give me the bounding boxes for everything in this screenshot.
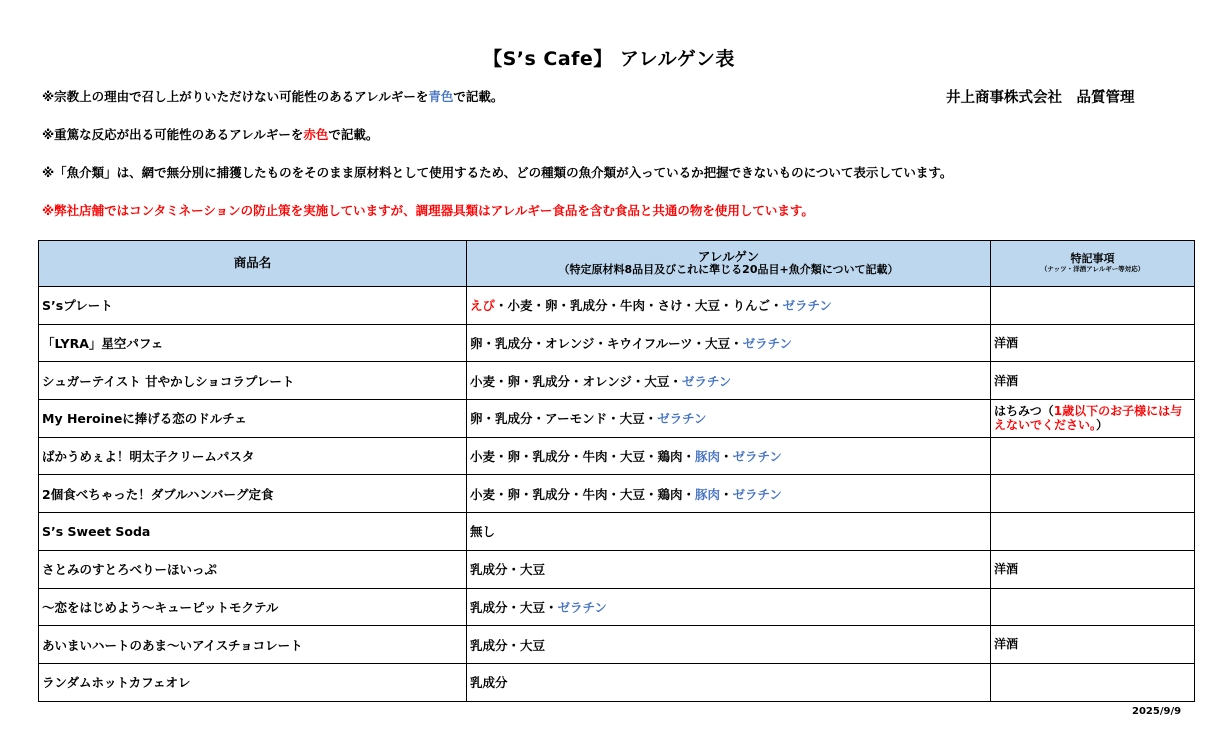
issue-date: 2025/9/9 (1132, 706, 1182, 717)
text-segment: ゼラチン (732, 486, 782, 502)
cell-product-name: S’sプレート (39, 287, 467, 325)
text-segment: 無し (470, 524, 496, 540)
note-contamination: ※弊社店舗ではコンタミネーションの防止策を実施していますが、調理器具類はアレルギー食品を含む食品と共通の物を使用しています。 (42, 203, 814, 218)
cell-allergens (467, 400, 991, 438)
cell-allergens (467, 588, 991, 626)
text-segment: 豚肉 (695, 486, 721, 502)
text-segment: ゼラチン (557, 599, 607, 615)
text-segment: 豚肉 (695, 449, 721, 465)
cell-allergens (467, 550, 991, 588)
text-segment: 乳成分・大豆・ (470, 599, 558, 615)
cell-special-note (991, 663, 1195, 701)
cell-allergens (467, 324, 991, 362)
cell-product-name: あいまいハートのあま～いアイスチョコレート (39, 626, 467, 664)
text-segment: 乳成分・大豆 (470, 637, 546, 653)
table-row (39, 400, 1195, 438)
text-segment: 卵・乳成分・オレンジ・キウイフルーツ・大豆・ (470, 336, 743, 352)
note-religious: ※宗教上の理由で召し上がりいただけない可能性のあるアレルギーを青色で記載。 (42, 89, 504, 104)
cell-allergens (467, 513, 991, 551)
cell-allergens (467, 475, 991, 513)
text-segment: ） (1096, 418, 1109, 433)
table-row (39, 550, 1195, 588)
cell-product-name: ランダムホットカフェオレ (39, 663, 467, 701)
cell-product-name: S’s Sweet Soda (39, 513, 467, 551)
cell-product-name: 2個食べちゃった！ダブルハンバーグ定食 (39, 475, 467, 513)
cell-special-note (991, 362, 1195, 400)
text-segment: はちみつ（ (994, 404, 1054, 419)
header-allergen: アレルゲン （特定原材料8品目及びこれに準じる20品目+魚介類について記載） (467, 241, 991, 287)
text-segment: 小麦・卵・乳成分・牛肉・大豆・鶏肉・ (470, 449, 696, 465)
text-segment: 1歳以下のお子様には与えないでください。 (994, 404, 1183, 433)
cell-special-note (991, 287, 1195, 325)
text-segment: ゼラチン (681, 373, 732, 389)
table-row (39, 287, 1195, 325)
page-title: 【S’s Cafe】 アレルゲン表 (483, 48, 735, 70)
cell-special-note (991, 475, 1195, 513)
text-segment: 洋酒 (994, 335, 1019, 350)
cell-allergens (467, 362, 991, 400)
cell-special-note (991, 513, 1195, 551)
text-segment: 小麦・卵・乳成分・牛肉・大豆・鶏肉・ (470, 486, 696, 502)
table-row (39, 513, 1195, 551)
text-segment: ・ (720, 449, 733, 465)
table-row (39, 588, 1195, 626)
cell-product-name: 「LYRA」星空パフェ (39, 324, 467, 362)
cell-special-note (991, 437, 1195, 475)
table-row (39, 626, 1195, 664)
text-segment: 洋酒 (994, 637, 1019, 652)
text-segment: ゼラチン (732, 449, 782, 465)
text-segment: 洋酒 (994, 373, 1019, 388)
table-header-row (39, 241, 1195, 287)
cell-special-note (991, 550, 1195, 588)
text-segment: 乳成分・大豆 (470, 562, 546, 578)
cell-product-name: My Heroineに捧げる恋のドルチェ (39, 400, 467, 438)
cell-allergens (467, 287, 991, 325)
note-seafood: ※「魚介類」は、網で無分別に捕獲したものをそのまま原材料として使用するため、どの種類の魚介類が入っているか把握できないものについて表示しています。 (42, 165, 953, 180)
text-segment: ゼラチン (742, 336, 793, 352)
text-segment: えび (470, 298, 496, 314)
header-special: 特記事項 （ナッツ・洋酒アレルギー等対応） (991, 241, 1195, 287)
text-segment: ゼラチン (782, 298, 832, 314)
cell-special-note (991, 626, 1195, 664)
cell-product-name: ～恋をはじめよう～キューピットモクテル (39, 588, 467, 626)
text-segment: 洋酒 (994, 561, 1019, 576)
text-segment: 小麦・卵・乳成分・オレンジ・大豆・ (470, 373, 682, 389)
cell-special-note (991, 400, 1195, 438)
text-segment: 乳成分 (470, 675, 508, 691)
cell-allergens (467, 437, 991, 475)
table-row (39, 663, 1195, 701)
cell-allergens (467, 663, 991, 701)
table-row (39, 437, 1195, 475)
text-segment: ・小麦・卵・乳成分・牛肉・さけ・大豆・りんご・ (495, 298, 783, 314)
text-segment: ゼラチン (657, 411, 707, 427)
cell-product-name: さとみのすとろべりーほいっぷ (39, 550, 467, 588)
table-row (39, 475, 1195, 513)
cell-allergens (467, 626, 991, 664)
company-name: 井上商事株式会社 品質管理 (946, 90, 1135, 106)
table-row (39, 324, 1195, 362)
cell-special-note (991, 588, 1195, 626)
note-severe: ※重篤な反応が出る可能性のあるアレルギーを赤色で記載。 (42, 127, 379, 142)
text-segment: ・ (720, 486, 733, 502)
allergen-table (38, 240, 1195, 702)
table-row (39, 362, 1195, 400)
cell-product-name: ばかうめぇよ！明太子クリームパスタ (39, 437, 467, 475)
cell-product-name: シュガーテイスト 甘やかしショコラプレート (39, 362, 467, 400)
cell-special-note (991, 324, 1195, 362)
header-product: 商品名 (39, 241, 467, 287)
text-segment: 卵・乳成分・アーモンド・大豆・ (470, 411, 658, 427)
